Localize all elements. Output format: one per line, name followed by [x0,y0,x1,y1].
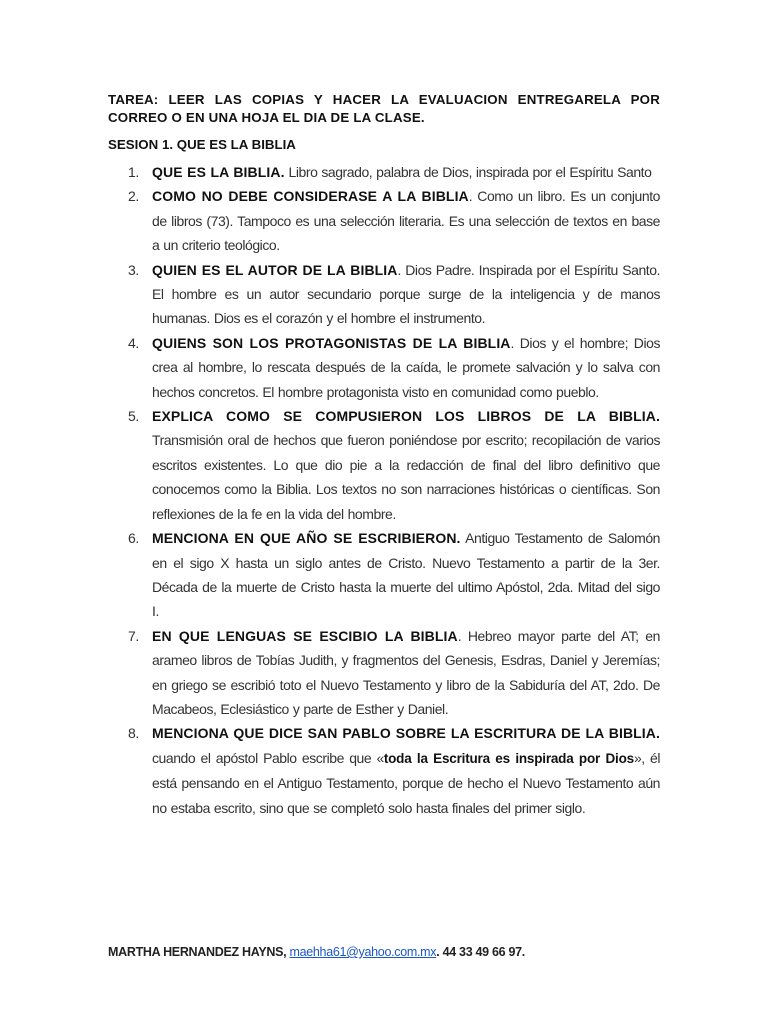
author-footer [108,945,525,959]
item-body: . Dios Padre. Inspirada por el Espíritu Santo. El hombre es un autor secundario porque surge de la inteligencia y de manos humanas. Dios es el corazón y el hombre el instrumento. [152,261,660,327]
list-item [128,160,660,184]
item-number: 6. [128,530,139,547]
phone-number: . 44 33 49 66 97. [436,945,525,959]
list-item [128,258,660,331]
item-body: . Hebreo mayor parte del AT; en arameo libros de Tobías Judith, y fragmentos del Genesis, Esdras, Daniel y Jeremías; en griego se escribió toto el Nuevo Testamento y libro de la Sabiduría del AT, 2do. De Macabeos, Eclesiástico y parte de Esther y Daniel. [152,627,660,717]
list-item [128,624,660,722]
item-heading: QUIEN ES EL AUTOR DE LA BIBLIA [152,261,398,278]
item-number: 2. [128,188,139,205]
item-number: 8. [128,725,139,742]
item-number: 4. [128,334,139,351]
list-item [128,721,660,820]
question-list [128,160,660,820]
item-number: 5. [128,408,139,425]
item-body-start: cuando el apóstol Pablo escribe que « [152,749,384,766]
item-body-end: », él está pensando en el Antiguo Testamento, porque de hecho el Nuevo Testamento aún no estaba escrito, sino que se completó solo hasta finales del primer siglo. [152,749,660,816]
item-number: 7. [128,627,139,644]
list-item [128,526,660,624]
item-number: 3. [128,261,139,278]
bible-quote: toda la Escritura es inspirada por Dios [383,750,634,766]
item-heading: EXPLICA COMO SE COMPUSIERON LOS LIBROS DE LA BIBLIA. [152,408,660,425]
list-item [128,404,660,526]
list-item [128,331,660,404]
item-body: Transmisión oral de hechos que fueron poniéndose por escrito; recopilación de varios escritos existentes. Lo que dio pie a la redacción de final del libro definitivo que conocemos como la Biblia. Los textos no son narraciones históricas o científicas. Son reflexiones de la fe en la vida del hombre. [152,432,660,522]
session-heading: SESION 1. QUE ES LA BIBLIA [108,137,296,152]
author-name: MARTHA HERNANDEZ HAYNS, [108,945,290,959]
item-body: . Como un libro. Es un conjunto de libros (73). Tampoco es una selección literaria. Es una selección de textos en base a un criterio teológico. [152,188,660,254]
item-body: Antiguo Testamento de Salomón en el sigo X hasta un siglo antes de Cristo. Nuevo Testamento a partir de la 3er. Década de la muerte de Cristo hasta la muerte del ultimo Apóstol, 2da. Mitad del sigo I. [152,530,661,620]
title-line-1: TAREA: LEER LAS COPIAS Y HACER LA EVALUACION ENTREGARELA POR [108,92,660,107]
item-heading: MENCIONA QUE DICE SAN PABLO SOBRE LA ESCRITURA DE LA BIBLIA. [152,725,660,742]
item-heading: QUIENS SON LOS PROTAGONISTAS DE LA BIBLIA [152,334,511,351]
item-heading: MENCIONA EN QUE AÑO SE ESCRIBIERON. [152,530,461,547]
list-item [128,184,660,257]
item-number: 1. [128,164,139,180]
email-link[interactable]: maehha61@yahoo.com.mx [289,945,437,959]
item-heading: COMO NO DEBE CONSIDERASE A LA BIBLIA [152,188,469,205]
item-heading: EN QUE LENGUAS SE ESCIBIO LA BIBLIA [152,627,458,644]
item-heading: QUE ES LA BIBLIA. [152,164,285,180]
item-body: . Dios y el hombre; Dios crea al hombre, lo rescata después de la caída, le promete salvación y lo salva con hechos concretos. El hombre protagonista visto en comunidad como pueblo. [152,334,660,400]
item-body: Libro sagrado, palabra de Dios, inspirada por el Espíritu Santo [284,164,652,180]
assignment-title [108,91,660,127]
title-line-2: CORREO O EN UNA HOJA EL DIA DE LA CLASE. [108,110,425,125]
